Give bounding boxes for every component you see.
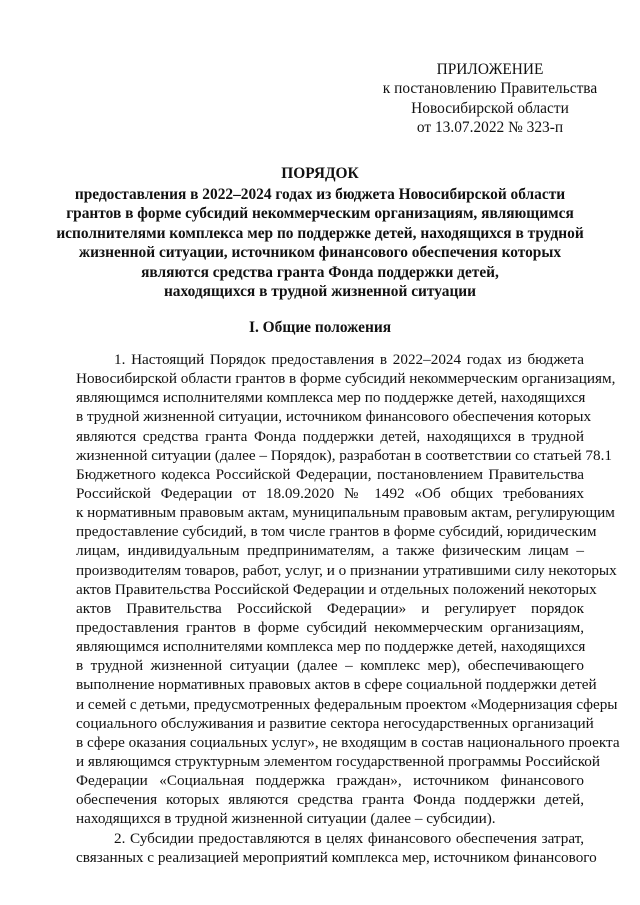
appendix-block bbox=[380, 60, 600, 137]
text-line: связанных с реализацией мероприятий комплекса мер, источником финансового bbox=[76, 848, 597, 866]
text-line: производителям товаров, работ, услуг, и о признании утратившими силу некоторых bbox=[76, 561, 617, 579]
appendix-line: к постановлению Правительства bbox=[382, 80, 598, 98]
appendix-date-number: от 13.07.2022 № 323-п bbox=[416, 118, 564, 136]
text-line: являющимся исполнителями комплекса мер по поддержке детей, находящихся bbox=[76, 638, 586, 656]
title-line: жизненной ситуации, источником финансового обеспечения которых bbox=[78, 244, 562, 261]
text-line: и семей с детьми, предусмотренных федеральным проектом «Модернизация сферы bbox=[76, 695, 618, 713]
text-line: предоставление субсидий, в том числе грантов в форме субсидий, юридическим bbox=[76, 523, 597, 541]
document-title bbox=[40, 164, 600, 302]
title-line: являются средства гранта Фонда поддержки детей, bbox=[141, 263, 499, 281]
title-line: грантов в форме субсидий некоммерческим организациям, являющимся bbox=[66, 205, 574, 222]
title-line: исполнителями комплекса мер по поддержке детей, находящихся в трудной bbox=[56, 224, 584, 242]
appendix-line: Новосибирской области bbox=[411, 99, 569, 117]
text-line: лицам, индивидуальным предпринимателям, а также физическим лицам – bbox=[76, 542, 584, 560]
paragraph-1-start: 1. Настоящий Порядок предоставления в 2022–2024 годах из бюджета bbox=[114, 351, 584, 368]
text-line: Российской Федерации от 18.09.2020 № 1492 «Об общих требованиях bbox=[76, 484, 584, 502]
text-line: выполнение нормативных правовых актов в сфере социальной поддержки детей bbox=[76, 676, 597, 694]
text-line: являются средства гранта Фонда поддержки детей, находящихся в трудной bbox=[76, 427, 584, 445]
title-line: предоставления в 2022–2024 годах из бюджета Новосибирской области bbox=[74, 185, 566, 203]
text-line: обеспечения которых являются средства гранта Фонда поддержки детей, bbox=[76, 791, 584, 809]
paragraph-2-start: 2. Субсидии предоставляются в целях финансового обеспечения затрат, bbox=[114, 829, 584, 847]
body-text bbox=[76, 350, 620, 867]
text-line: жизненной ситуации (далее – Порядок), разработан в соответствии со статьей 78.1 bbox=[76, 446, 612, 464]
appendix-title: ПРИЛОЖЕНИЕ bbox=[436, 61, 544, 78]
text-line: предоставления грантов в форме субсидий некоммерческим организациям, bbox=[76, 618, 584, 636]
text-line: Федерации «Социальная поддержка граждан», источником финансового bbox=[76, 772, 584, 790]
text-line: в трудной жизненной ситуации (далее – комплекс мер), обеспечивающего bbox=[76, 657, 584, 675]
text-line: актов Правительства Российской Федерации и отдельных положений некоторых bbox=[76, 580, 597, 598]
text-line: Бюджетного кодекса Российской Федерации, постановлением Правительства bbox=[76, 465, 584, 483]
paragraph-1-end: находящихся в трудной жизненной ситуации (далее – субсидии). bbox=[76, 810, 496, 828]
text-line: являющимся исполнителями комплекса мер по поддержке детей, находящихся bbox=[76, 389, 586, 407]
title-line: находящихся в трудной жизненной ситуации bbox=[163, 283, 477, 300]
text-line: и являющимся структурным элементом государственной программы Российской bbox=[76, 752, 601, 770]
text-line: в трудной жизненной ситуации, источником финансового обеспечения которых bbox=[76, 408, 592, 426]
text-line: актов Правительства Российской Федерации» и регулирует порядок bbox=[76, 599, 584, 617]
text-line: в сфере оказания социальных услуг», не входящим в состав национального проекта bbox=[76, 733, 620, 751]
text-line: к нормативным правовым актам, муниципальным правовым актам, регулирующим bbox=[76, 504, 615, 522]
title-heading: ПОРЯДОК bbox=[281, 165, 359, 182]
text-line: Новосибирской области грантов в форме субсидий некоммерческим организациям, bbox=[76, 370, 616, 388]
text-line: социального обслуживания и развитие сектора негосударственных организаций bbox=[76, 714, 594, 732]
section-heading: I. Общие положения bbox=[248, 319, 392, 336]
